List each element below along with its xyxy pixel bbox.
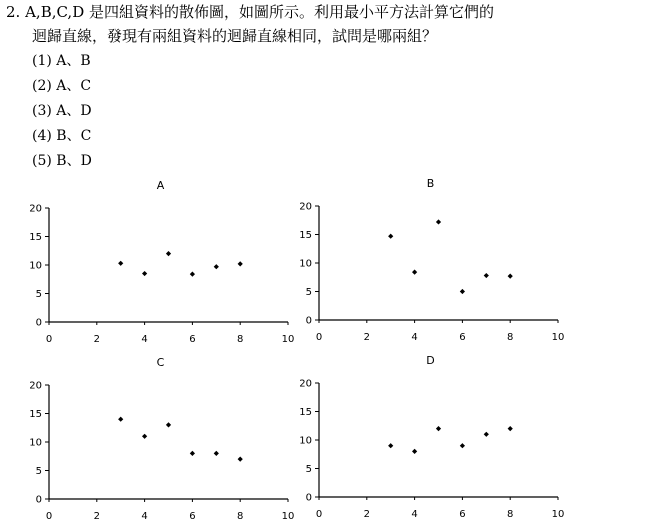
option-list [32, 49, 92, 174]
chart-a-x-tick-label: 10 [281, 334, 295, 345]
chart-a-y-tick-label: 20 [29, 203, 42, 215]
chart-b-x-tick-label: 2 [363, 332, 370, 343]
chart-b-point [460, 289, 465, 294]
option-5[interactable]: (5) B、D [32, 153, 92, 169]
chart-b-point [388, 234, 393, 239]
chart-d-y-tick-label: 15 [299, 407, 312, 418]
chart-c-x-tick-label: 4 [141, 511, 148, 522]
chart-d-x-tick-label: 8 [507, 509, 514, 520]
chart-b-point [508, 274, 513, 279]
chart-a-y-tick-label: 15 [29, 232, 42, 243]
chart-a-point [238, 261, 243, 266]
chart-b-y-tick-label: 10 [299, 258, 312, 270]
option-2[interactable]: (2) A、C [32, 78, 92, 94]
chart-c-point [238, 457, 243, 462]
chart-a-y-tick-label: 0 [35, 317, 42, 329]
question-line-1 [6, 0, 494, 25]
chart-b-x-tick-label: 6 [459, 332, 466, 343]
scatter-chart-d [270, 351, 600, 521]
chart-b-y-tick-label: 15 [299, 230, 312, 241]
chart-a-y-tick-label: 10 [29, 260, 42, 272]
chart-a-x-tick-label: 6 [189, 334, 196, 345]
chart-c-x-tick-label: 6 [189, 511, 196, 522]
chart-b-y-tick-label: 5 [305, 287, 312, 298]
chart-a-point [214, 264, 219, 269]
chart-c-y-tick-label: 5 [35, 466, 42, 477]
chart-c-y-tick-label: 10 [29, 437, 42, 449]
question-line-2: 迴歸直線，發現有兩組資料的迴歸直線相同，試問是哪兩組？ [32, 27, 438, 45]
chart-b-point [412, 270, 417, 275]
chart-d-y-tick-label: 5 [305, 464, 312, 475]
chart-c-point [166, 422, 171, 427]
chart-c-point [118, 417, 123, 422]
chart-b-y-tick-label: 20 [299, 201, 312, 213]
chart-a-x-tick-label: 8 [237, 334, 244, 345]
chart-a-point [142, 271, 147, 276]
chart-a-title: A [156, 179, 165, 192]
chart-c-y-tick-label: 15 [29, 409, 42, 420]
chart-a-point [166, 251, 171, 256]
chart-d-point [508, 426, 513, 431]
chart-c-point [214, 451, 219, 456]
chart-c-x-tick-label: 8 [237, 511, 244, 522]
chart-d-point [412, 449, 417, 454]
chart-a-point [118, 261, 123, 266]
chart-d-y-tick-label: 0 [305, 492, 312, 504]
chart-d-x-tick-label: 10 [551, 509, 565, 520]
chart-b-y-tick-label: 0 [305, 315, 312, 327]
chart-c-point [142, 434, 147, 439]
chart-d-point [388, 443, 393, 448]
chart-d-y-tick-label: 10 [299, 435, 312, 447]
chart-c-y-tick-label: 20 [29, 380, 42, 392]
chart-b-x-tick-label: 10 [551, 332, 565, 343]
chart-d-point [460, 443, 465, 448]
scatter-chart-b [270, 174, 600, 344]
chart-b-x-tick-label: 8 [507, 332, 514, 343]
chart-a-x-tick-label: 0 [45, 334, 53, 345]
chart-c-point [190, 451, 195, 456]
question-text-1: A,B,C,D 是四組資料的散佈圖，如圖所示。利用最小平方法計算它們的 [25, 3, 494, 21]
chart-d-point [484, 432, 489, 437]
chart-c-title: C [156, 356, 165, 369]
chart-d-x-tick-label: 4 [411, 509, 418, 520]
chart-d-title: D [426, 354, 435, 367]
chart-d-x-tick-label: 2 [363, 509, 370, 520]
chart-b-title: B [426, 177, 435, 190]
chart-c-x-tick-label: 0 [45, 511, 53, 522]
option-3[interactable]: (3) A、D [32, 103, 92, 119]
chart-b-point [484, 273, 489, 278]
chart-d-x-tick-label: 0 [315, 509, 323, 520]
chart-b-x-tick-label: 4 [411, 332, 418, 343]
option-1[interactable]: (1) A、B [32, 53, 91, 69]
chart-d-x-tick-label: 6 [459, 509, 466, 520]
chart-a-point [190, 272, 195, 277]
chart-a-y-tick-label: 5 [35, 289, 42, 300]
option-4[interactable]: (4) B、C [32, 128, 92, 144]
chart-c-x-tick-label: 10 [281, 511, 295, 522]
chart-b-x-tick-label: 0 [315, 332, 323, 343]
chart-c-x-tick-label: 2 [93, 511, 100, 522]
chart-a-x-tick-label: 2 [93, 334, 100, 345]
chart-c-y-tick-label: 0 [35, 494, 42, 506]
chart-d-point [436, 426, 441, 431]
chart-d-y-tick-label: 20 [299, 378, 312, 390]
question-number: 2. [6, 3, 21, 21]
chart-a-x-tick-label: 4 [141, 334, 148, 345]
chart-b-point [436, 219, 441, 224]
